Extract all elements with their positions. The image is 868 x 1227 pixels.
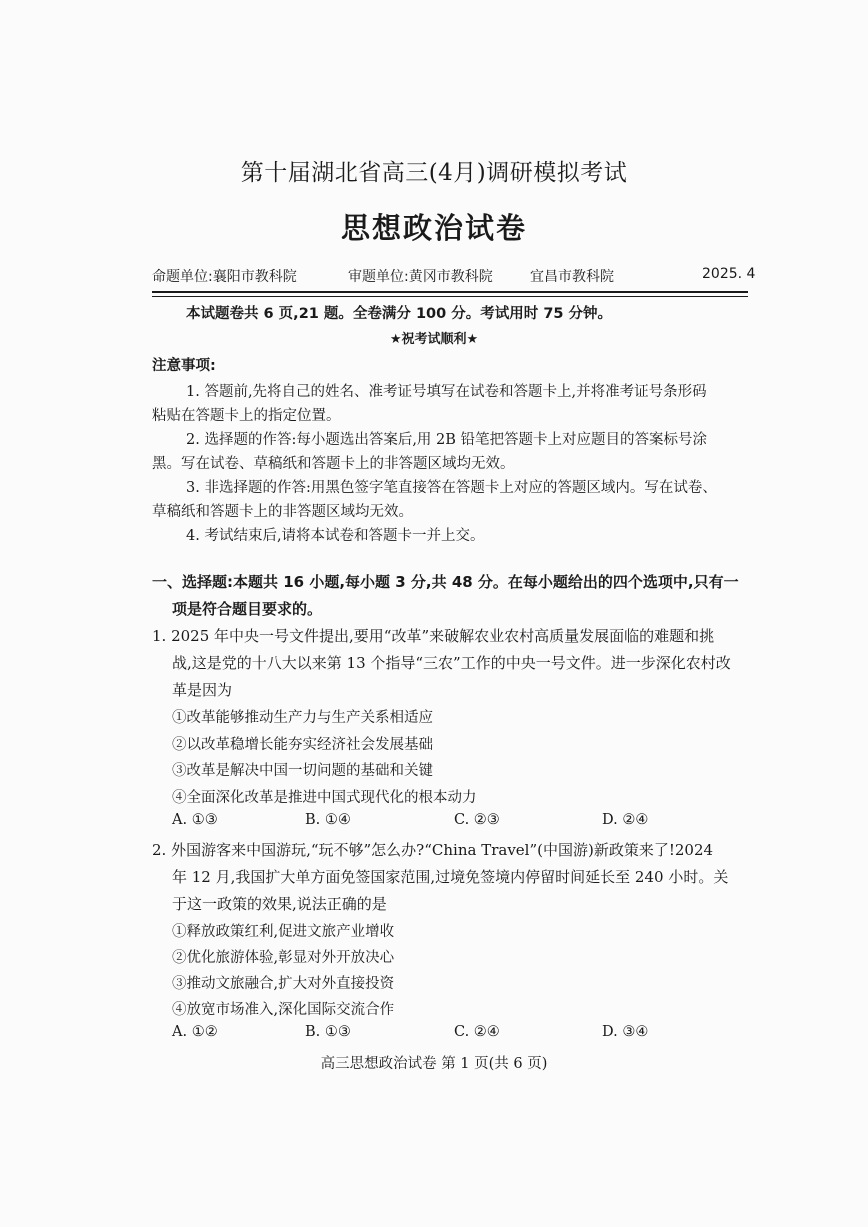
question-1-choice-d: D. ②④ [602, 812, 649, 828]
question-2-choice-b: B. ①③ [305, 1024, 351, 1040]
notice-line: 1. 答题前,先将自己的姓名、准考证号填写在试卷和答题卡上,并将准考证号条形码 [186, 384, 707, 400]
question-2-choice-a: A. ①② [172, 1024, 218, 1040]
question-2-choice-d: D. ③④ [602, 1024, 649, 1040]
question-1-item: ②以改革稳增长能夯实经济社会发展基础 [172, 737, 433, 753]
header-rule-thin [152, 296, 748, 297]
question-1-stem: 战,这是党的十八大以来第 13 个指导“三农”工作的中央一号文件。进一步深化农村改 [172, 654, 731, 672]
setter-unit: 命题单位:襄阳市教科院 [152, 269, 297, 285]
notice-line: 草稿纸和答题卡上的非答题区域均无效。 [152, 504, 413, 520]
question-1-choice-b: B. ①④ [305, 812, 351, 828]
notice-line: 4. 考试结束后,请将本试卷和答题卡一并上交。 [186, 528, 485, 544]
question-1-stem: 革是因为 [172, 681, 233, 699]
question-1-item: ④全面深化改革是推进中国式现代化的根本动力 [172, 790, 477, 806]
question-2-item: ③推动文旅融合,扩大对外直接投资 [172, 976, 395, 992]
paper-title: 思想政治试卷 [340, 211, 527, 245]
reviewer-unit-2: 宜昌市教科院 [530, 269, 614, 285]
question-1-item: ①改革能够推动生产力与生产关系相适应 [172, 710, 433, 726]
question-2-stem: 于这一政策的效果,说法正确的是 [172, 895, 387, 913]
notice-line: 黑。写在试卷、草稿纸和答题卡上的非答题区域均无效。 [152, 456, 515, 472]
question-2-stem: 2. 外国游客来中国游玩,“玩不够”怎么办?“China Travel”(中国游)新政策来了!2024 [152, 841, 714, 859]
exam-date: 2025. 4 [702, 266, 756, 282]
question-2-choice-c: C. ②④ [454, 1024, 500, 1040]
notice-title: 注意事项: [152, 358, 216, 374]
notice-line: 2. 选择题的作答:每小题选出答案后,用 2B 铅笔把答题卡上对应题目的答案标号涂 [186, 432, 708, 448]
question-1-choice-c: C. ②③ [454, 812, 500, 828]
section-heading-cont: 项是符合题目要求的。 [172, 600, 323, 618]
question-2-item: ①释放政策红利,促进文旅产业增收 [172, 924, 395, 940]
page-footer: 高三思想政治试卷 第 1 页(共 6 页) [320, 1056, 548, 1072]
notice-line: 3. 非选择题的作答:用黑色签字笔直接答在答题卡上对应的答题区域内。写在试卷、 [186, 480, 717, 496]
exam-title: 第十届湖北省高三(4月)调研模拟考试 [240, 160, 628, 186]
question-1-item: ③改革是解决中国一切问题的基础和关键 [172, 763, 433, 779]
header-rule-thick [152, 291, 748, 293]
question-1-stem: 1. 2025 年中央一号文件提出,要用“改革”来破解农业农村高质量发展面临的难题和挑 [152, 627, 715, 645]
section-heading: 一、选择题:本题共 16 小题,每小题 3 分,共 48 分。在每小题给出的四个选项中,只有一 [152, 573, 739, 591]
question-2-item: ②优化旅游体验,彰显对外开放决心 [172, 950, 395, 966]
question-2-stem: 年 12 月,我国扩大单方面免签国家范围,过境免签境内停留时间延长至 240 小时。关 [172, 868, 729, 886]
question-1-choice-a: A. ①③ [172, 812, 218, 828]
question-2-item: ④放宽市场准入,深化国际交流合作 [172, 1002, 395, 1018]
good-luck-banner: ★祝考试顺利★ [389, 332, 479, 347]
reviewer-unit: 审题单位:黄冈市教科院 [348, 269, 493, 285]
notice-line: 粘贴在答题卡上的指定位置。 [152, 408, 341, 424]
exam-info: 本试题卷共 6 页,21 题。全卷满分 100 分。考试用时 75 分钟。 [186, 306, 613, 322]
